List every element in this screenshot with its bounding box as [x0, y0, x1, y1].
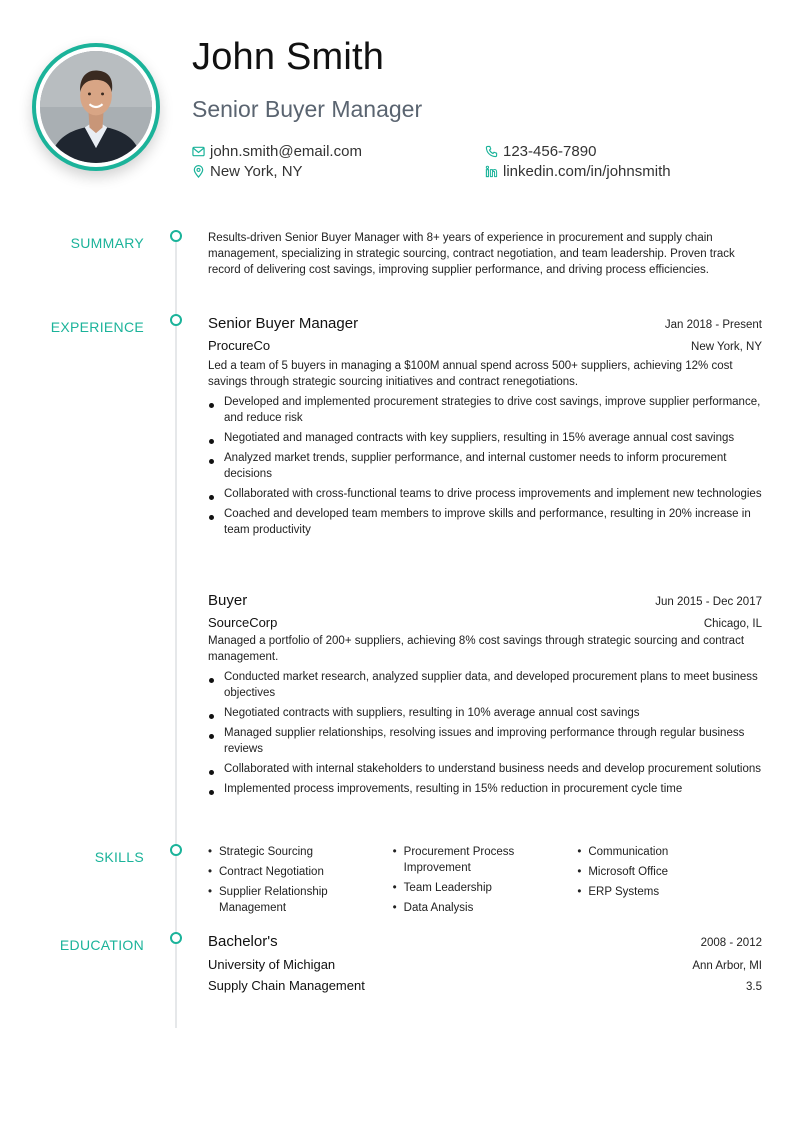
list-item: Negotiated and managed contracts with key suppliers, resulting in 15% average annual cost savings — [208, 430, 762, 446]
job-header — [208, 315, 762, 332]
skills-column — [208, 844, 393, 920]
skill-item: • Strategic Sourcing — [208, 844, 393, 860]
list-item: Collaborated with internal stakeholders to understand business needs and develop procurement solutions — [208, 761, 762, 777]
linkedin-icon — [485, 165, 498, 178]
job-title: Buyer — [208, 592, 248, 609]
resume-header — [0, 0, 794, 200]
portrait-image — [40, 51, 152, 163]
email-text: john.smith@email.com — [210, 143, 362, 160]
summary-text: Results-driven Senior Buyer Manager with 8+ years of experience in procurement and supply chain management, specializing in strategic sourcing, contract negotiation, and team leadership. Proven track record of delivering cost savings, improving supplier performance, and driving process efficiencies. — [208, 232, 735, 276]
timeline-dot-experience — [170, 314, 182, 326]
list-item: Collaborated with cross-functional teams to drive process improvements and implement new technologies — [208, 486, 762, 502]
mail-icon — [192, 145, 205, 158]
section-label-summary: SUMMARY — [70, 235, 144, 251]
skill-item: • Data Analysis — [393, 900, 578, 916]
job-title: Senior Buyer Manager — [208, 315, 359, 332]
avatar — [40, 51, 152, 163]
company-name: ProcureCo — [208, 338, 271, 353]
section-label-experience: EXPERIENCE — [50, 319, 144, 335]
list-item: Managed supplier relationships, resolving issues and improving performance through regular business reviews — [208, 725, 762, 757]
job-header — [208, 592, 762, 609]
timeline-dot-skills — [170, 844, 182, 856]
education-school-row — [208, 957, 762, 972]
candidate-title: Senior Buyer Manager — [192, 96, 423, 122]
timeline-dot-summary — [170, 230, 182, 242]
skill-item: • Supplier Relationship Management — [208, 884, 393, 916]
skill-item: • Team Leadership — [393, 880, 578, 896]
job-description: Managed a portfolio of 200+ suppliers, achieving 8% cost savings through strategic sourcing and contract management. — [208, 635, 745, 663]
job-location: New York, NY — [691, 341, 762, 353]
skill-item: • Contract Negotiation — [208, 864, 393, 880]
linkedin-text: linkedin.com/in/johnsmith — [503, 163, 671, 180]
skill-item: • Communication — [577, 844, 762, 860]
timeline-line — [175, 236, 177, 1028]
phone-text: 123-456-7890 — [503, 143, 597, 160]
section-label-skills: SKILLS — [94, 849, 144, 865]
job-location: Chicago, IL — [703, 618, 762, 630]
job-dates: Jan 2018 - Present — [664, 319, 762, 331]
skills-column — [577, 844, 762, 920]
education-field-row — [208, 978, 762, 993]
phone-icon — [485, 145, 498, 158]
job-bullets — [208, 669, 762, 797]
skill-item: • ERP Systems — [577, 884, 762, 900]
school-location: Ann Arbor, MI — [692, 960, 762, 972]
degree: Bachelor's — [208, 933, 278, 950]
experience-entry — [208, 315, 762, 542]
list-item: Negotiated contracts with suppliers, resulting in 10% average annual cost savings — [208, 705, 762, 721]
contact-email[interactable] — [192, 143, 362, 160]
contact-phone[interactable] — [485, 143, 596, 160]
gpa: 3.5 — [746, 981, 762, 993]
skills-section — [208, 844, 762, 920]
education-degree-row — [208, 933, 762, 950]
school-name: University of Michigan — [208, 957, 336, 972]
timeline-dot-education — [170, 932, 182, 944]
contact-location — [192, 163, 303, 180]
job-dates: Jun 2015 - Dec 2017 — [655, 596, 762, 608]
list-item: Implemented process improvements, resulting in 15% reduction in procurement cycle time — [208, 781, 762, 797]
job-bullets — [208, 394, 762, 538]
list-item: Analyzed market trends, supplier performance, and internal customer needs to inform procurement decisions — [208, 450, 762, 482]
map-pin-icon — [192, 165, 205, 178]
company-name: SourceCorp — [208, 615, 278, 630]
location-text: New York, NY — [210, 163, 303, 180]
experience-entry — [208, 592, 762, 801]
list-item: Conducted market research, analyzed supplier data, and developed procurement plans to meet business objectives — [208, 669, 762, 701]
skill-item: • Microsoft Office — [577, 864, 762, 880]
education-dates: 2008 - 2012 — [700, 937, 762, 949]
candidate-name: John Smith — [192, 36, 385, 78]
section-label-education: EDUCATION — [59, 937, 144, 953]
education-section — [208, 933, 762, 993]
skills-column — [393, 844, 578, 920]
list-item: Coached and developed team members to improve skills and performance, resulting in 20% increase in team productivity — [208, 506, 762, 538]
skill-item: • Procurement Process Improvement — [393, 844, 578, 876]
field-of-study: Supply Chain Management — [208, 978, 365, 993]
contact-linkedin[interactable] — [485, 163, 671, 180]
profile-photo — [32, 43, 160, 171]
company-row — [208, 338, 762, 353]
summary-section — [208, 230, 762, 278]
list-item: Developed and implemented procurement strategies to drive cost savings, improve supplier performance, and reduce risk — [208, 394, 762, 426]
company-row — [208, 615, 762, 630]
job-description: Led a team of 5 buyers in managing a $100M annual spend across 500+ suppliers, achieving 12% cost savings through strategic sourcing initiatives and contract renegotiations. — [208, 360, 733, 388]
